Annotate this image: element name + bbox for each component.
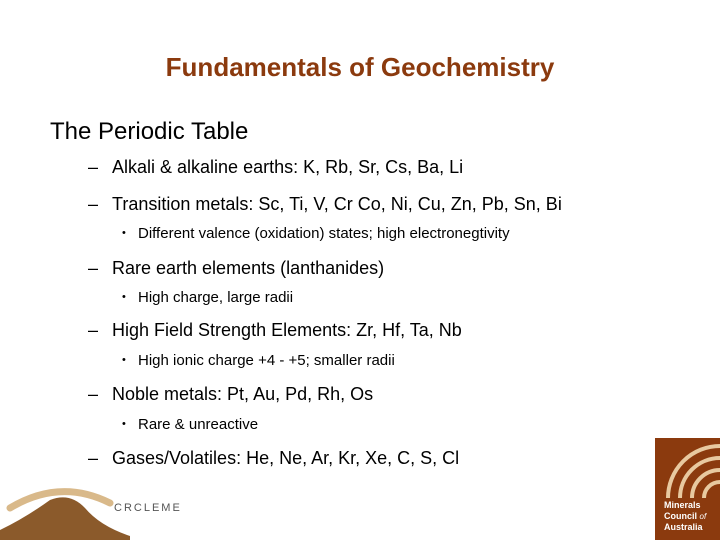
mca-line-2: Council of — [664, 511, 707, 521]
bullet-item — [88, 320, 462, 341]
dot-bullet: • — [122, 354, 126, 366]
sub-bullet-item — [122, 416, 258, 433]
sub-bullet-text: Rare & unreactive — [138, 416, 259, 433]
sub-bullet-item — [122, 289, 293, 306]
dash-bullet: – — [88, 384, 99, 404]
dash-bullet: – — [88, 157, 99, 177]
slide-title: Fundamentals of Geochemistry — [165, 52, 555, 82]
sub-bullet-text: High charge, large radii — [138, 289, 294, 306]
bullet-item — [88, 448, 459, 469]
bullet-text: High Field Strength Elements: Zr, Hf, Ta, Nb — [112, 320, 462, 340]
dot-bullet: • — [122, 418, 126, 430]
sub-bullet-text: Different valence (oxidation) states; high electronegtivity — [138, 225, 510, 242]
section-heading: The Periodic Table — [50, 118, 249, 145]
bullet-text: Transition metals: Sc, Ti, V, Cr Co, Ni, Cu, Zn, Pb, Sn, Bi — [112, 194, 562, 214]
dash-bullet: – — [88, 194, 99, 214]
crcleme-wordmark: CRCLEME — [114, 502, 182, 514]
mca-line-1: Minerals — [664, 500, 701, 510]
sub-bullet-text: High ionic charge +4 - +5; smaller radii — [138, 352, 395, 369]
dash-bullet: – — [88, 320, 99, 340]
bullet-item — [88, 194, 562, 215]
concentric-arcs-icon — [655, 438, 720, 498]
sub-bullet-item — [122, 352, 395, 369]
dash-bullet: – — [88, 258, 99, 278]
bullet-item — [88, 157, 463, 178]
bullet-item — [88, 384, 373, 405]
bullet-text: Gases/Volatiles: He, Ne, Ar, Kr, Xe, C, S, Cl — [112, 448, 460, 468]
crcleme-logo — [0, 478, 220, 540]
bullet-text: Noble metals: Pt, Au, Pd, Rh, Os — [112, 384, 374, 404]
bullet-item — [88, 258, 384, 279]
dot-bullet: • — [122, 291, 126, 303]
minerals-council-wordmark — [664, 500, 720, 533]
dot-bullet: • — [122, 227, 126, 239]
dash-bullet: – — [88, 448, 99, 468]
sub-bullet-item — [122, 225, 510, 242]
mca-line-3: Australia — [664, 522, 703, 532]
bullet-text: Rare earth elements (lanthanides) — [112, 258, 385, 278]
bullet-text: Alkali & alkaline earths: K, Rb, Sr, Cs, Ba, Li — [112, 157, 464, 177]
